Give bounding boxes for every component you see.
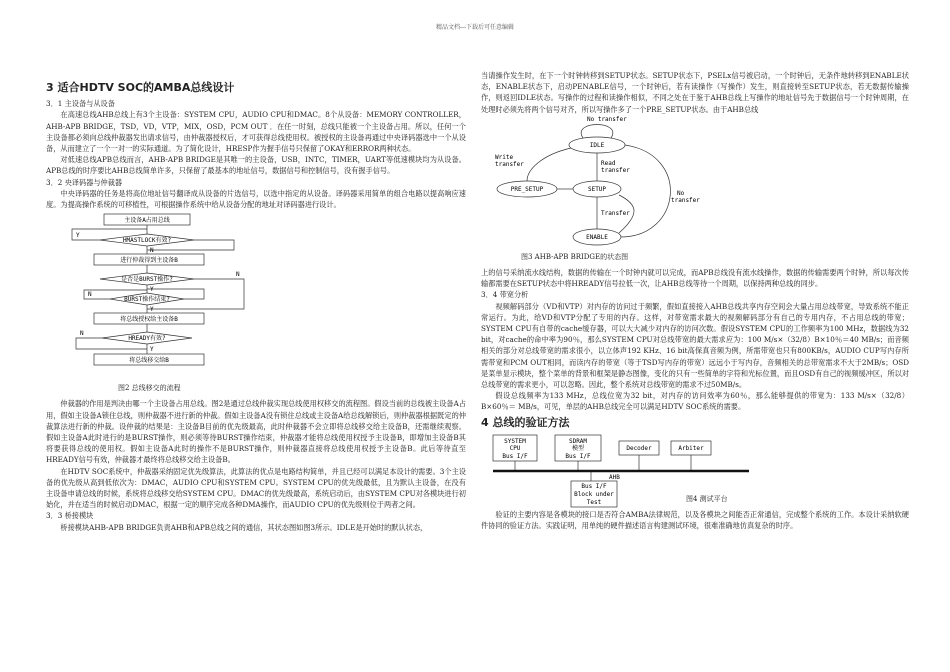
flow-label-y2: Y <box>150 286 154 294</box>
arbiter-label: Arbiter <box>678 444 704 452</box>
paragraph-3-2-c: 在HDTV SOC系统中，仲裁器采纳固定优先级算法，此算法的优点是电路结构简单，并且已经可以满足本设计的需要。3个主设备的优先级从高到低依次为：DMAC，AUDIO CPU和SYSTEM CPU。SYSTEM CPU的优先级最低，且为默认主设备，在没有主设备申请总线的时候，系统将总线移交给SYSTEM CPU。DMAC的优先级最高，系统启动后，由SYSTEM CPU对各模块进行初始化，并在适当的时候启动DMAC，根据一定的顺序完成各种DMA操作，而AUDIO CPU的优先级则位于两者之间。 <box>46 466 466 510</box>
ahb-label: AHB <box>609 473 620 481</box>
flow-label-n1: N <box>150 247 154 255</box>
subsection-3-2-title: 3．2 央译码器与仲裁器 <box>46 177 123 187</box>
bus-if-line-3: Test <box>586 498 602 506</box>
decoder-label: Decoder <box>626 444 652 452</box>
flow-label-n3: N <box>88 291 92 299</box>
transfer-label: Transfer <box>601 209 630 217</box>
flow-decision-4-text: HREADY有效? <box>128 335 166 343</box>
flow-process-2-text: 将总线授权给主设备B <box>120 316 178 324</box>
state-enable-label: ENABLE <box>586 233 608 241</box>
state-pre-setup-label: PRE_SETUP <box>510 185 544 193</box>
flow-decision-2-text: 是否是BURST操作? <box>121 276 173 284</box>
flow-start-text: 主设备A占用总线 <box>124 217 170 225</box>
no-transfer-right-label-2: transfer <box>671 196 700 204</box>
read-transfer-label-1: Read <box>601 159 616 167</box>
flow-decision-3-text: BURST操作结束? <box>124 296 170 304</box>
figure-2-caption: 图2 总线移交的流程 <box>118 384 181 393</box>
paragraph-3-1-b: 对低速总线APB总线而言，AHB-APB BRIDGE是其唯一的主设备，USB，INTC，TIMER，UART等低速模块均为从设备。APB总线的时序要比AHB总线简单许多，只保留了最基本的地址信号，数据信号和控制信号，没有握手信号。 <box>46 155 466 176</box>
write-transfer-label-1: Write <box>495 153 514 161</box>
paragraph-3-1-a: 在高速总线AHB总线上有3个主设备：SYSTEM CPU，AUDIO CPU和DMAC。8个从设备：MEMORY CONTROLLER，AHB-APB BRIDGE，TSD，VD，VTP，MIX，OSD，PCM OUT ．在任一时刻，总线只能被一个主设备占用。所以，任何一个主设备都必须向总线仲裁器发出请求信号，由仲裁器授权后，才可获得总线使用权。被授权的主设备再通过中央译码器选中一个从设备，从而建立了一个一对一的实际通道。为了简化设计，HRESP作为握手信号只保留了OKAY和ERROR两种状态。 <box>46 110 466 154</box>
subsection-3-4-title: 3．4 带宽分析 <box>481 290 529 300</box>
flow-label-n4: N <box>80 330 84 338</box>
state-diagram-svg <box>491 115 711 249</box>
state-setup-label: SETUP <box>587 185 607 193</box>
flow-label-n2: N <box>236 271 240 279</box>
section-4-title: 4 总线的验证方法 <box>481 415 570 429</box>
subsection-3-1-title: 3．1 主设备与从设备 <box>46 99 115 109</box>
sys-cpu-line-2: CPU <box>509 444 521 452</box>
paragraph-3-4-b: 假设总线频率为133 MHz，总线位宽为32 bit，对内存的访问效率为60％，那么能够提供的带宽为：133 M/s×（32/8）B×60％＝ MB/s，可见，单层的AHB总线完全可以满足HDTV SOC系统的需要。 <box>481 391 909 412</box>
flow-label-y1: Y <box>76 232 80 240</box>
paragraph-3-2-a: 中央译码器的任务是将高位地址信号翻译成从设备的片选信号，以选中指定的从设备。译码器采用简单的组合电路以提高响应速度。为提高操作系统的可移植性，可根据操作系统中给从设备分配的地址对译码器进行设计。 <box>46 188 466 210</box>
subsection-3-3-title: 3．3 桥接模块 <box>46 511 94 521</box>
right-column <box>481 70 909 531</box>
bus-if-line-1: Bus I/F <box>581 482 607 490</box>
sdram-line-3: Bus I/F <box>565 452 591 460</box>
left-column <box>46 78 466 533</box>
flowchart-svg <box>64 212 264 380</box>
flow-decision-1-text: HMASTLOCK有效? <box>122 237 172 245</box>
flow-label-y4: Y <box>150 346 154 354</box>
paragraph-3-3-cont: 当请操作发生时，在下一个时钟转移到SETUP状态。SETUP状态下，PSELx信号被启动，一个时钟后，无条件地转移到ENABLE状态，ENABLE状态下，启动PENABLE信号，一个时钟后，若有读操作（写操作）发生，则直接转至SETUP状态，若无数据传输操作，则返回IDLE状态。写操作的过程和读操作相似，不同之处在于鉴于AHB总线上写操作的地址信号先于数据信号一个时钟周期，在处理时必须先将两个信号对齐，所以写操作多了一个PRE_SETUP状态。由于AHB总线 <box>481 71 909 114</box>
flow-label-y3: Y <box>150 306 154 314</box>
section-3-title: 3 适合HDTV SOC的AMBA总线设计 <box>46 81 235 94</box>
figure-3-state-diagram <box>481 115 909 249</box>
flow-process-1-text: 进行仲裁得到主设备B <box>120 257 178 265</box>
bus-if-line-2: Block under <box>574 490 614 498</box>
figure-2-flowchart <box>46 212 466 380</box>
figure-4-test-platform <box>481 433 909 509</box>
figure-4-caption: 图4 测试平台 <box>686 494 728 503</box>
paragraph-4-a: 验证的主要内容是各模块的接口是否符合AMBA法律规范，以及各模块之间能否正常通信，完成整个系统的工作。本设计采纳软硬件协同的验证方法。实践证明，用单纯的硬件描述语言构建测试环境，很难准确地仿真复杂的时序。 <box>481 509 909 531</box>
paragraph-3-4-a: 视频解码部分（VD和VTP）对内存的访问过于频繁，假如直接接入AHB总线共享内存空间会大量占用总线带宽，导致系统不能正常运行。为此，给VD和VTP分配了专用的内存。这样，对带宽需求最大的视频解码部分有自己的专用内存，不占用总线的带宽；SYSTEM CPU有自带的cache缓存器，可以大大减少对内存的访问次数。假设SYSTEM CPU的工作频率为100 MHz，数据线为32 bit，对cache的命中率为90％，那么SYSTEM CPU对总线带宽的最大需求应为：100 M/s×（32/8）B×10％＝40 MB/s；而音频相关的部分对总线带宽的需求很小，以立体声192 KHz、16 bit高保真音频为例，所需带宽也只有800KB/s，AUDIO CUP写内存所需带宽和PCM OUT相同，而读内存的带宽（等于TSD写内存的带宽）远远小于写内存，音频相关的总带宽需求不大于2MB/s；OSD是菜单显示模块，整个菜单的背景和框架是静态图像，变化的只有一些简单的字符和光标位置，而且OSD有自己的视频缓冲区，所以对总线带宽的需求更小，可以忽略。因此，整个系统对总线带宽的需求不过50MB/s。 <box>481 301 909 390</box>
read-transfer-label-2: transfer <box>601 166 630 174</box>
sys-cpu-line-3: Bus I/F <box>502 452 528 460</box>
no-transfer-right-label-1: No <box>677 189 685 197</box>
flow-end-text: 将总线移交给B <box>129 357 169 365</box>
write-transfer-label-2: transfer <box>495 160 524 168</box>
no-transfer-top-label: No transfer <box>587 115 627 123</box>
paragraph-3-3-end: 上的信号采纳流水线结构，数据的传输在一个时钟内就可以完成，而APB总线没有流水线操作，数据的传输需要两个时钟，所以每次传输都需要在SETUP状态中将HREADY信号拉低一次，让AHB总线等待一个周期，以保持两种总线的同步。 <box>481 268 909 289</box>
paragraph-3-2-b: 仲裁器的作用是判决由哪一个主设备占用总线。图2是通过总线仲裁实现总线使用权移交的流程图。假设当前的总线被主设备A占用，假如主设备A锁住总线，则仲裁器不进行新的仲裁。假如主设备A没有锁住总线或主设备A给总线解锁后，则仲裁器根据既定的仲裁算法进行新的仲裁。设仲裁的结果是：主设备B目前的优先级最高，此时仲裁器不会立即将总线移交给主设备B，还需继续观察。假如主设备A此时进行的是BURST操作，则必须等待BURST操作结束，仲裁器才能将总线使用权授予主设备B，即增加主设备B其将要获得总线的使用权。假如主设备A此时的操作不是BURST操作，则仲裁器直接将总线使用权授予主设备B。此后等待直至HREADY信号有效，仲裁器才最终将总线移交给主设备B。 <box>46 399 466 465</box>
header-note: 精品文档---下载后可任意编辑 <box>435 24 515 31</box>
paragraph-3-3-a: 桥接模块AHB-APB BRIDGE负责AHB和APB总线之间的通信，其状态图如图3所示。IDLE是开始时的默认状态， <box>60 522 428 532</box>
figure-3-caption: 图3 AHB-APB BRIDGE的状态图 <box>521 252 629 261</box>
sdram-line-2: 模型 <box>571 444 585 452</box>
sdram-line-1: SDRAM <box>568 437 588 445</box>
sys-cpu-line-1: SYSTEM <box>504 437 526 445</box>
state-idle-label: IDLE <box>589 141 605 149</box>
